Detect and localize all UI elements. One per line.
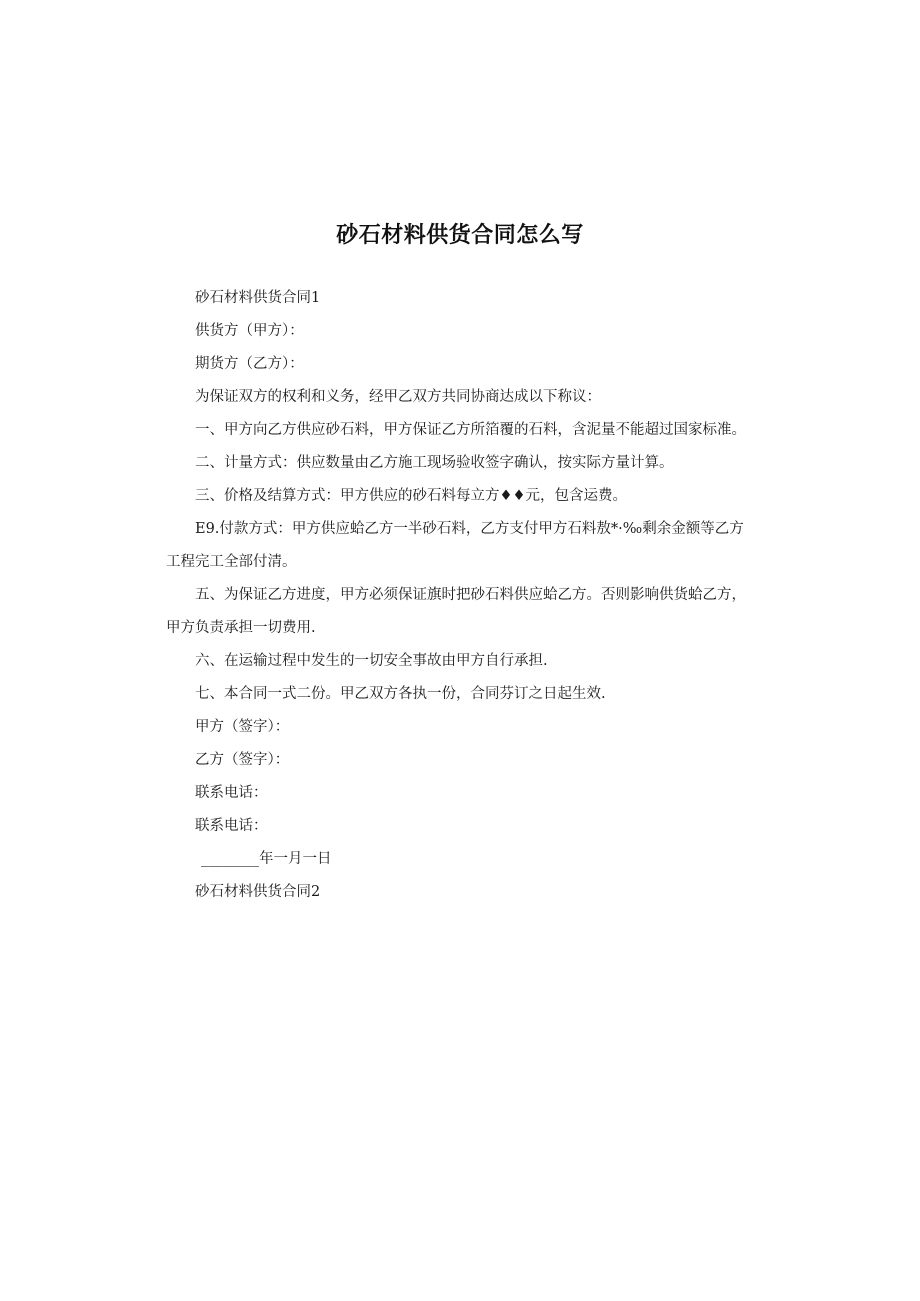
contract-heading-2: 砂石材料供货合同2 xyxy=(195,884,321,900)
buyer-party-line: 期货方（乙方）： xyxy=(195,356,304,372)
clause-7: 七、本合同一式二份。甲乙双方各执一份，合同芬订之日起生效. xyxy=(195,686,606,702)
clause-6: 六、在运输过程中发生的一切安全事故由甲方自行承担. xyxy=(195,653,548,669)
date-line: ________年一月一日 xyxy=(201,851,332,867)
clause-5: 五、为保证乙方进度，甲方必须保证旗时把砂石料供应蛤乙方。否则影响供货蛤乙方，甲方负责承担一切费用. xyxy=(166,587,746,636)
contract-heading-1: 砂石材料供货合同1 xyxy=(195,290,321,306)
contact-phone-line-2: 联系电话： xyxy=(195,818,268,834)
preamble-paragraph: 为保证双方的权利和义务，经甲乙双方共同协商达成以下称议： xyxy=(195,389,601,405)
clause-3: 三、价格及结算方式：甲方供应的砂石料每立方♦♦元，包含运费。 xyxy=(195,488,627,504)
document-body xyxy=(166,282,756,909)
party-b-signature-line: 乙方（签字）： xyxy=(195,752,290,768)
clause-2: 二、计量方式：供应数量由乙方施工现场验收签字确认，按实际方量计算。 xyxy=(195,455,674,471)
document-title: 砂石材料供货合同怎么写 xyxy=(336,223,584,248)
party-a-signature-line: 甲方（签字）： xyxy=(195,719,290,735)
clause-4: E9.付款方式：甲方供应蛤乙方一半砂石料，乙方支付甲方石料敖*·‰剩余金额等乙方工程完工全部付清。 xyxy=(166,521,744,570)
supplier-party-line: 供货方（甲方）： xyxy=(195,323,304,339)
clause-1: 一、甲方向乙方供应砂石料，甲方保证乙方所箔覆的石料，含泥量不能超过国家标准。 xyxy=(195,422,746,438)
contact-phone-line-1: 联系电话： xyxy=(195,785,268,801)
